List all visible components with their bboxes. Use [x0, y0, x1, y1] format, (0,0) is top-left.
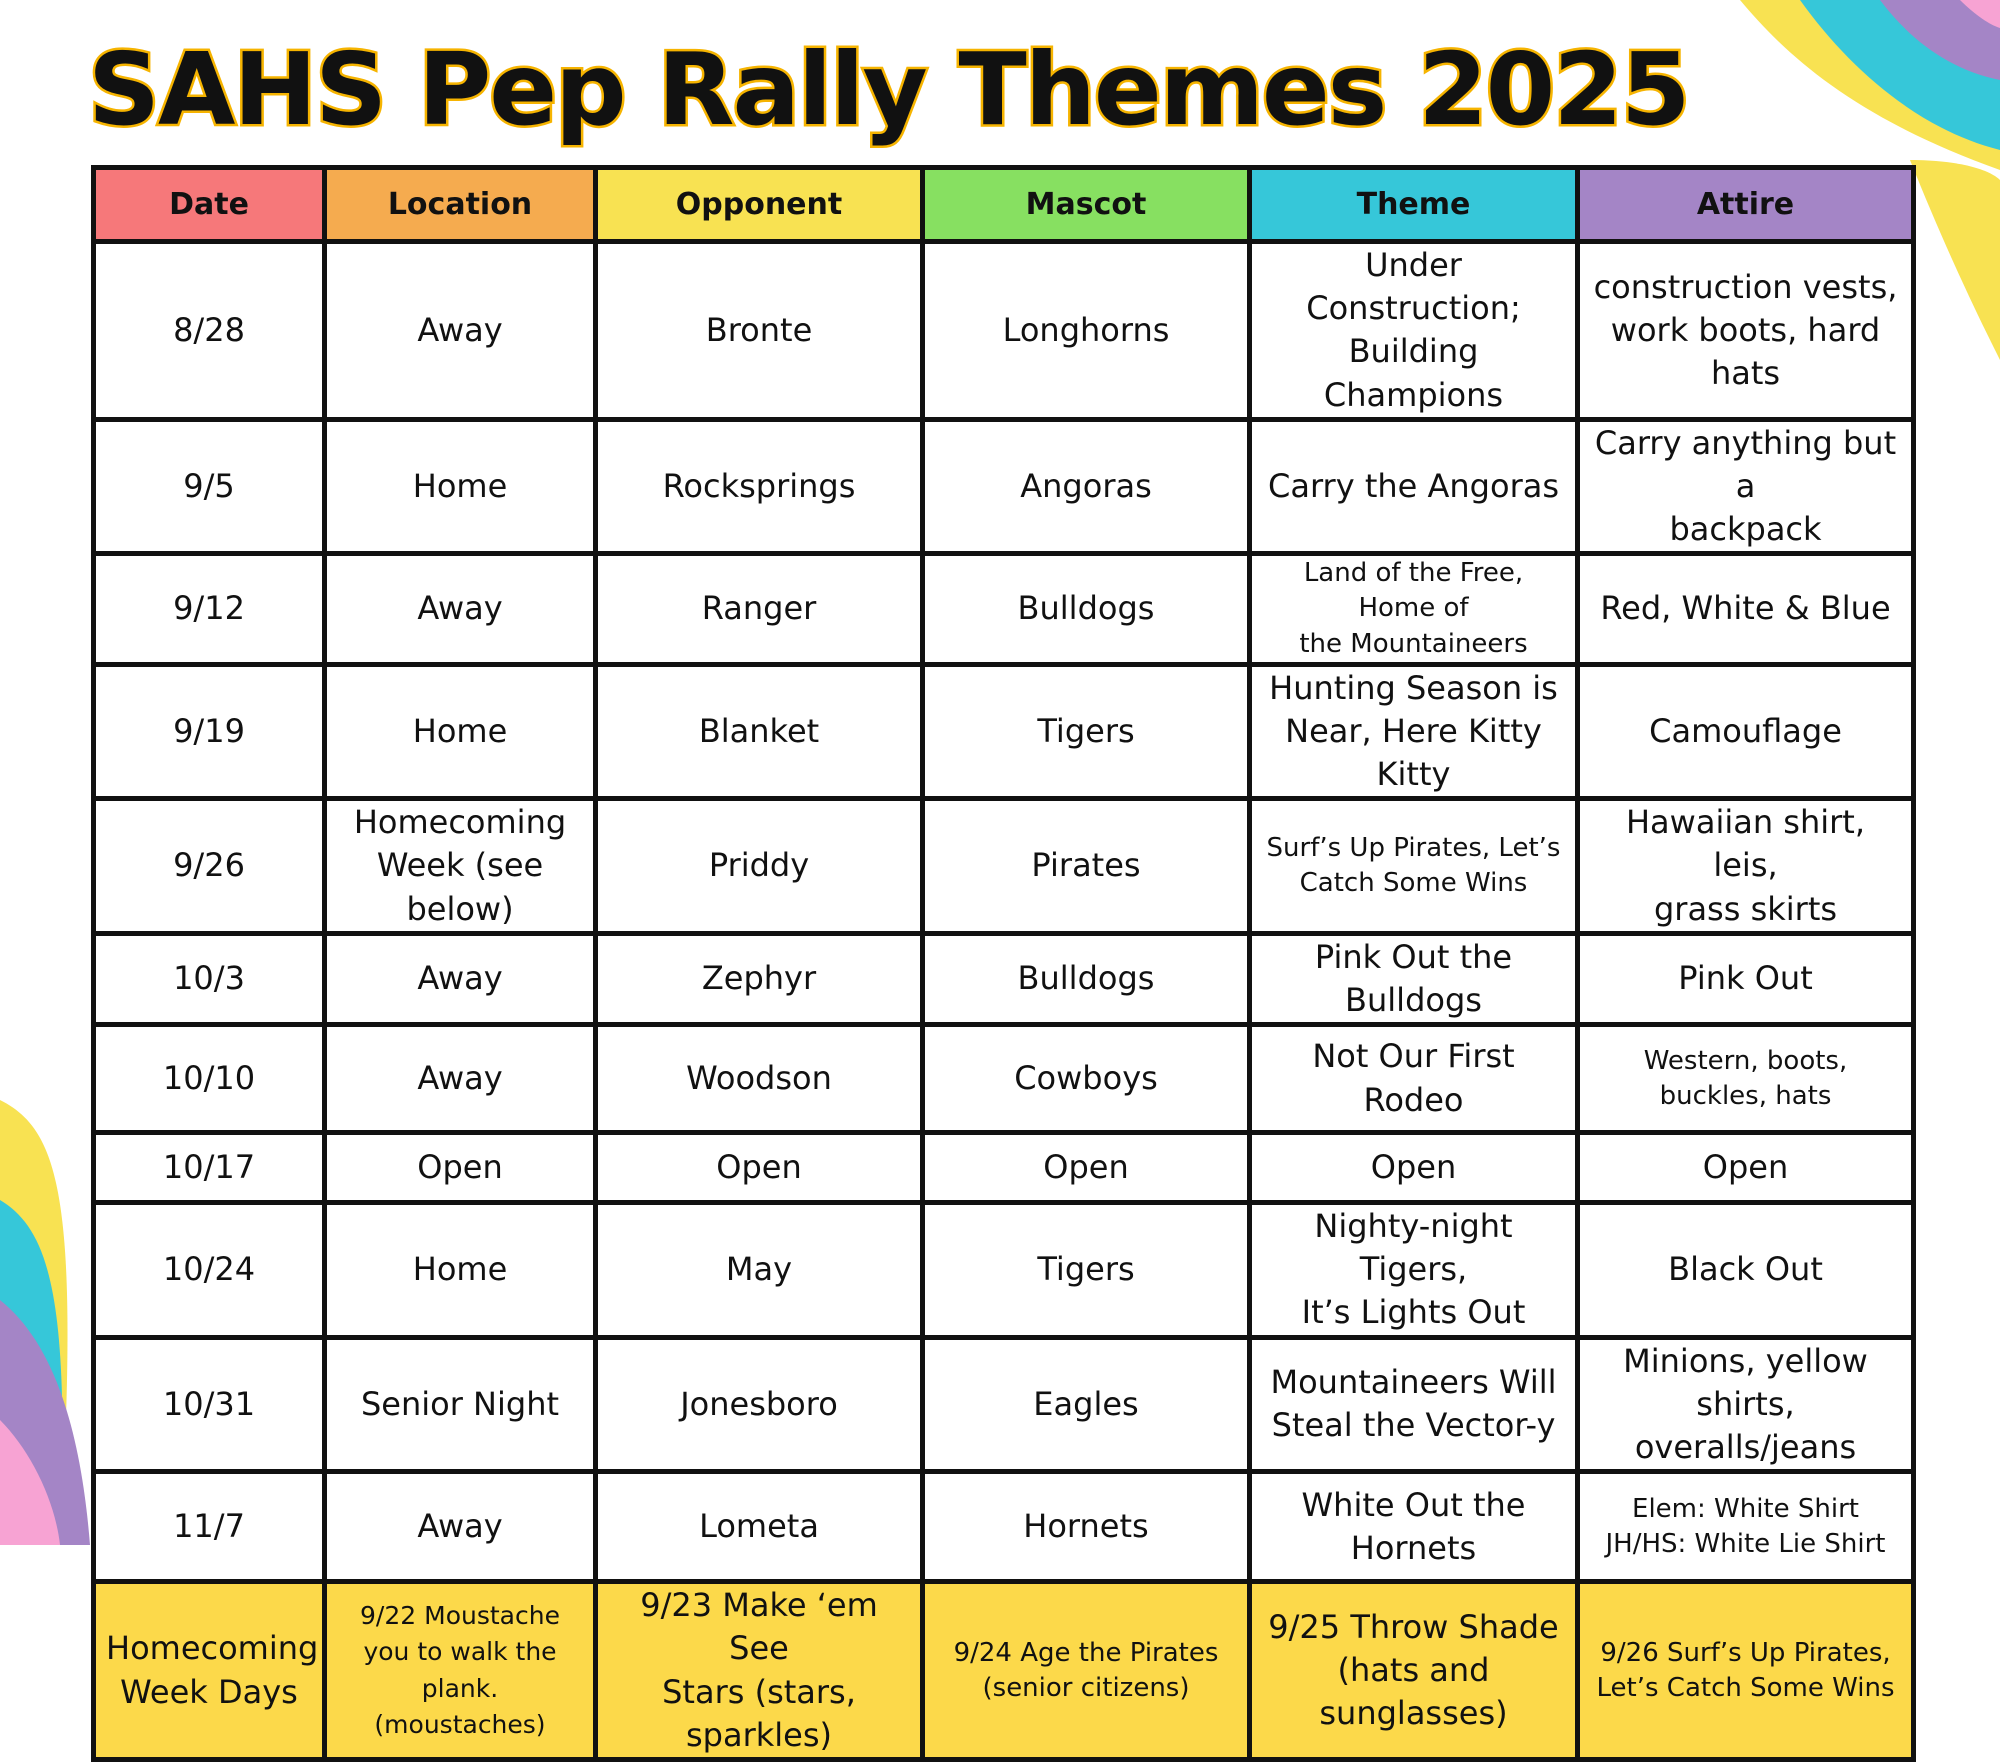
- cell-mascot: Bulldogs: [923, 554, 1250, 664]
- table-row: [94, 1472, 1914, 1582]
- cell-theme: Nighty-night Tigers, It’s Lights Out: [1250, 1203, 1578, 1338]
- cell-opponent: Jonesboro: [596, 1337, 923, 1472]
- cell-mascot: Eagles: [923, 1337, 1250, 1472]
- cell-opponent: Open: [596, 1133, 923, 1203]
- cell-date: 10/24: [94, 1203, 325, 1338]
- cell-opponent: May: [596, 1203, 923, 1338]
- cell-date: 10/3: [94, 933, 325, 1024]
- cell-theme: Not Our First Rodeo: [1250, 1025, 1578, 1133]
- cell-opponent: Blanket: [596, 664, 923, 799]
- cell-date: 10/31: [94, 1337, 325, 1472]
- homecoming-label: Homecoming Week Days: [94, 1582, 325, 1760]
- cell-opponent: Ranger: [596, 554, 923, 664]
- cell-date: 9/5: [94, 419, 325, 554]
- cell-location: Homecoming Week (see below): [325, 799, 596, 934]
- cell-attire: construction vests, work boots, hard hats: [1578, 242, 1914, 420]
- cell-mascot: Open: [923, 1133, 1250, 1203]
- cell-theme: Pink Out the Bulldogs: [1250, 933, 1578, 1024]
- homecoming-day: 9/25 Throw Shade (hats and sunglasses): [1250, 1582, 1578, 1760]
- cell-date: 9/12: [94, 554, 325, 664]
- cell-opponent: Rocksprings: [596, 419, 923, 554]
- homecoming-week-row: [94, 1582, 1914, 1760]
- cell-attire: Minions, yellow shirts, overalls/jeans: [1578, 1337, 1914, 1472]
- table-row: [94, 664, 1914, 799]
- cell-theme: Surf’s Up Pirates, Let’s Catch Some Wins: [1250, 799, 1578, 934]
- cell-attire: Pink Out: [1578, 933, 1914, 1024]
- homecoming-day: 9/24 Age the Pirates (senior citizens): [923, 1582, 1250, 1760]
- header-date: Date: [94, 168, 325, 242]
- cell-attire: Open: [1578, 1133, 1914, 1203]
- cell-attire: Hawaiian shirt, leis, grass skirts: [1578, 799, 1914, 934]
- table-row: [94, 419, 1914, 554]
- homecoming-day: 9/23 Make ‘em See Stars (stars, sparkles): [596, 1582, 923, 1760]
- pep-rally-table: [91, 165, 1916, 1762]
- table-row: [94, 799, 1914, 934]
- cell-location: Away: [325, 933, 596, 1024]
- cell-date: 9/26: [94, 799, 325, 934]
- cell-attire: Camouflage: [1578, 664, 1914, 799]
- header-location: Location: [325, 168, 596, 242]
- cell-mascot: Bulldogs: [923, 933, 1250, 1024]
- cell-date: 11/7: [94, 1472, 325, 1582]
- cell-date: 8/28: [94, 242, 325, 420]
- table-row: [94, 1133, 1914, 1203]
- cell-location: Senior Night: [325, 1337, 596, 1472]
- cell-location: Home: [325, 1203, 596, 1338]
- cell-opponent: Zephyr: [596, 933, 923, 1024]
- cell-theme: Carry the Angoras: [1250, 419, 1578, 554]
- cell-opponent: Lometa: [596, 1472, 923, 1582]
- cell-theme: Hunting Season is Near, Here Kitty Kitty: [1250, 664, 1578, 799]
- header-attire: Attire: [1578, 168, 1914, 242]
- cell-mascot: Tigers: [923, 1203, 1250, 1338]
- header-mascot: Mascot: [923, 168, 1250, 242]
- cell-mascot: Cowboys: [923, 1025, 1250, 1133]
- header-opponent: Opponent: [596, 168, 923, 242]
- cell-opponent: Bronte: [596, 242, 923, 420]
- cell-mascot: Angoras: [923, 419, 1250, 554]
- cell-attire: Red, White & Blue: [1578, 554, 1914, 664]
- cell-theme: Mountaineers Will Steal the Vector-y: [1250, 1337, 1578, 1472]
- page-title: SAHS Pep Rally Themes 2025: [88, 31, 1689, 148]
- cell-mascot: Tigers: [923, 664, 1250, 799]
- cell-date: 9/19: [94, 664, 325, 799]
- cell-attire: Western, boots, buckles, hats: [1578, 1025, 1914, 1133]
- header-row: [94, 168, 1914, 242]
- cell-theme: White Out the Hornets: [1250, 1472, 1578, 1582]
- cell-opponent: Priddy: [596, 799, 923, 934]
- cell-attire: Black Out: [1578, 1203, 1914, 1338]
- table-row: [94, 933, 1914, 1024]
- table-row: [94, 554, 1914, 664]
- table-row: [94, 1025, 1914, 1133]
- cell-location: Home: [325, 419, 596, 554]
- cell-location: Open: [325, 1133, 596, 1203]
- cell-date: 10/17: [94, 1133, 325, 1203]
- cell-opponent: Woodson: [596, 1025, 923, 1133]
- cell-location: Away: [325, 242, 596, 420]
- cell-theme: Under Construction; Building Champions: [1250, 242, 1578, 420]
- table-row: [94, 1337, 1914, 1472]
- cell-attire: Carry anything but a backpack: [1578, 419, 1914, 554]
- cell-location: Away: [325, 1025, 596, 1133]
- cell-location: Away: [325, 554, 596, 664]
- wave-yellow-right: [1910, 160, 2000, 360]
- cell-date: 10/10: [94, 1025, 325, 1133]
- cell-attire: Elem: White Shirt JH/HS: White Lie Shirt: [1578, 1472, 1914, 1582]
- cell-mascot: Pirates: [923, 799, 1250, 934]
- table-row: [94, 242, 1914, 420]
- cell-location: Home: [325, 664, 596, 799]
- homecoming-day: 9/22 Moustache you to walk the plank. (moustaches): [325, 1582, 596, 1760]
- cell-mascot: Hornets: [923, 1472, 1250, 1582]
- cell-mascot: Longhorns: [923, 242, 1250, 420]
- homecoming-day: 9/26 Surf’s Up Pirates, Let’s Catch Some Wins: [1578, 1582, 1914, 1760]
- table-row: [94, 1203, 1914, 1338]
- cell-theme: Open: [1250, 1133, 1578, 1203]
- cell-location: Away: [325, 1472, 596, 1582]
- cell-theme: Land of the Free, Home of the Mountaineers: [1250, 554, 1578, 664]
- header-theme: Theme: [1250, 168, 1578, 242]
